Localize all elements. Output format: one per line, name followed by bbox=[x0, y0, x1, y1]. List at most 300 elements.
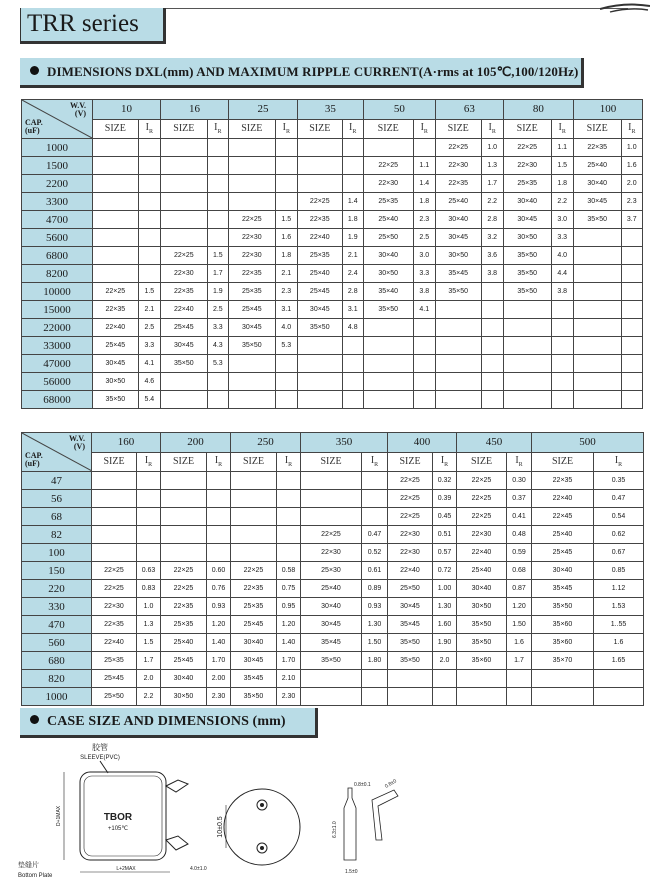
wv-label: W.V. (V) bbox=[70, 101, 87, 118]
ripple-cell bbox=[207, 139, 228, 157]
capacitance-cell: 10000 bbox=[22, 283, 93, 301]
size-cell: 22×35 bbox=[93, 301, 139, 319]
ripple-cell: 1.0 bbox=[481, 139, 503, 157]
size-cell bbox=[503, 337, 551, 355]
size-cell bbox=[573, 337, 621, 355]
ripple-cell bbox=[138, 193, 160, 211]
size-cell: 35×50 bbox=[231, 688, 277, 706]
size-cell: 30×45 bbox=[573, 193, 621, 211]
brand-swoosh-icon bbox=[600, 2, 650, 14]
size-cell: 30×40 bbox=[573, 175, 621, 193]
ripple-cell: 2.5 bbox=[207, 301, 228, 319]
lead-pin-side bbox=[372, 790, 398, 840]
size-cell bbox=[92, 526, 137, 544]
ripple-cell: 3.1 bbox=[275, 301, 297, 319]
size-cell: 22×25 bbox=[457, 508, 507, 526]
size-cell: 30×45 bbox=[503, 211, 551, 229]
table-row bbox=[22, 544, 644, 562]
voltage-header: 500 bbox=[532, 433, 644, 453]
lead-terminals bbox=[166, 780, 188, 850]
size-cell bbox=[160, 157, 207, 175]
ripple-cell: 2.5 bbox=[413, 229, 435, 247]
size-cell: 30×40 bbox=[435, 211, 481, 229]
size-cell: 22×25 bbox=[160, 247, 207, 265]
ripple-column-header: $I_R$ bbox=[138, 119, 160, 139]
size-cell: 30×50 bbox=[457, 598, 507, 616]
size-cell bbox=[228, 355, 275, 373]
size-cell: 35×50 bbox=[388, 634, 433, 652]
ripple-cell bbox=[138, 229, 160, 247]
size-cell bbox=[228, 373, 275, 391]
size-cell: 25×50 bbox=[363, 229, 413, 247]
ripple-cell: 0.45 bbox=[433, 508, 457, 526]
table-row bbox=[22, 490, 644, 508]
size-cell: 22×25 bbox=[435, 139, 481, 157]
ripple-cell: 1.3 bbox=[137, 616, 161, 634]
table-row bbox=[22, 193, 643, 211]
ripple-cell bbox=[207, 229, 228, 247]
voltage-header: 16 bbox=[160, 100, 228, 120]
ripple-column-header: $I_R$ bbox=[207, 119, 228, 139]
size-cell bbox=[93, 175, 139, 193]
size-cell bbox=[388, 688, 433, 706]
size-cell: 30×45 bbox=[93, 355, 139, 373]
table-row bbox=[22, 652, 644, 670]
size-cell: 35×45 bbox=[435, 265, 481, 283]
size-cell bbox=[93, 139, 139, 157]
ripple-cell: 0.83 bbox=[137, 580, 161, 598]
ripple-cell: 0.47 bbox=[594, 490, 644, 508]
table-row bbox=[22, 580, 644, 598]
size-cell: 30×40 bbox=[301, 598, 362, 616]
table-body bbox=[22, 472, 644, 706]
ripple-cell: 2.5 bbox=[138, 319, 160, 337]
table-row bbox=[22, 211, 643, 229]
ripple-cell: 1.3 bbox=[481, 157, 503, 175]
size-cell bbox=[93, 157, 139, 175]
voltage-header: 80 bbox=[503, 100, 573, 120]
size-cell bbox=[228, 175, 275, 193]
ripple-cell: 1.8 bbox=[413, 193, 435, 211]
ripple-cell: 2.3 bbox=[621, 193, 642, 211]
ripple-cell: 1.80 bbox=[362, 652, 388, 670]
ripple-current-table-high-voltage bbox=[21, 432, 644, 706]
size-cell bbox=[363, 319, 413, 337]
size-cell: 30×50 bbox=[161, 688, 207, 706]
ripple-cell bbox=[621, 391, 642, 409]
size-cell: 30×50 bbox=[503, 229, 551, 247]
size-cell: 22×25 bbox=[388, 490, 433, 508]
size-cell: 30×40 bbox=[161, 670, 207, 688]
size-cell: 30×45 bbox=[301, 616, 362, 634]
ripple-cell: 3.8 bbox=[413, 283, 435, 301]
size-cell: 25×45 bbox=[228, 301, 275, 319]
header-corner bbox=[22, 100, 93, 139]
size-cell: 35×45 bbox=[532, 580, 594, 598]
size-cell bbox=[457, 688, 507, 706]
ripple-cell bbox=[207, 526, 231, 544]
size-cell: 22×40 bbox=[457, 544, 507, 562]
table-row bbox=[22, 670, 644, 688]
size-cell bbox=[363, 337, 413, 355]
size-cell: 35×50 bbox=[363, 301, 413, 319]
cap-label: CAP. (uF) bbox=[25, 451, 43, 468]
size-cell bbox=[160, 175, 207, 193]
size-cell: 22×30 bbox=[92, 598, 137, 616]
size-cell: 22×30 bbox=[388, 544, 433, 562]
size-cell bbox=[92, 490, 137, 508]
ripple-cell: 5.3 bbox=[275, 337, 297, 355]
ripple-cell bbox=[551, 391, 573, 409]
section-heading-text: CASE SIZE AND DIMENSIONS (mm) bbox=[47, 714, 286, 729]
ripple-cell bbox=[481, 373, 503, 391]
ripple-cell bbox=[138, 265, 160, 283]
size-cell bbox=[93, 229, 139, 247]
ripple-cell: 1.40 bbox=[277, 634, 301, 652]
size-cell bbox=[160, 211, 207, 229]
ripple-cell: 1.65 bbox=[594, 652, 644, 670]
voltage-header-row bbox=[22, 100, 643, 120]
ripple-cell: 1.5 bbox=[551, 157, 573, 175]
size-cell bbox=[231, 490, 277, 508]
ripple-cell bbox=[275, 373, 297, 391]
ripple-cell: 0.93 bbox=[362, 598, 388, 616]
size-cell bbox=[297, 139, 342, 157]
size-cell bbox=[573, 373, 621, 391]
size-cell bbox=[92, 472, 137, 490]
ripple-column-header: $I_R$ bbox=[275, 119, 297, 139]
capacitance-cell: 47 bbox=[22, 472, 92, 490]
voltage-header: 25 bbox=[228, 100, 297, 120]
ripple-cell: 1.60 bbox=[433, 616, 457, 634]
ripple-cell bbox=[551, 337, 573, 355]
size-cell: 22×30 bbox=[503, 157, 551, 175]
table-row bbox=[22, 355, 643, 373]
capacitance-cell: 4700 bbox=[22, 211, 93, 229]
bottom-plate-label-cn: 垫缝片 bbox=[18, 862, 39, 869]
size-cell bbox=[573, 283, 621, 301]
size-column-header: SIZE bbox=[92, 452, 137, 472]
size-cell: 22×35 bbox=[231, 580, 277, 598]
ripple-cell bbox=[594, 670, 644, 688]
size-cell: 35×50 bbox=[573, 211, 621, 229]
size-cell bbox=[573, 355, 621, 373]
size-cell: 22×30 bbox=[301, 544, 362, 562]
size-column-header: SIZE bbox=[161, 452, 207, 472]
size-cell: 25×35 bbox=[363, 193, 413, 211]
ripple-cell: 3.8 bbox=[551, 283, 573, 301]
size-cell: 35×45 bbox=[388, 616, 433, 634]
ripple-cell: 1.50 bbox=[362, 634, 388, 652]
size-cell: 35×50 bbox=[301, 652, 362, 670]
size-cell bbox=[435, 337, 481, 355]
size-cell: 22×25 bbox=[388, 508, 433, 526]
size-cell: 22×35 bbox=[228, 265, 275, 283]
size-column-header: SIZE bbox=[457, 452, 507, 472]
ripple-cell: 2.1 bbox=[342, 247, 363, 265]
size-cell: 25×45 bbox=[297, 283, 342, 301]
size-cell: 25×40 bbox=[363, 211, 413, 229]
size-cell: 35×40 bbox=[363, 283, 413, 301]
size-cell: 30×40 bbox=[457, 580, 507, 598]
size-cell: 22×25 bbox=[457, 490, 507, 508]
ripple-cell: 1.5 bbox=[207, 247, 228, 265]
size-cell bbox=[228, 193, 275, 211]
size-cell: 25×35 bbox=[228, 283, 275, 301]
ripple-cell: 0.54 bbox=[594, 508, 644, 526]
ripple-column-header: $I_R$ bbox=[362, 452, 388, 472]
capacitance-cell: 33000 bbox=[22, 337, 93, 355]
ripple-cell bbox=[481, 337, 503, 355]
ripple-cell: 0.52 bbox=[362, 544, 388, 562]
size-cell: 25×40 bbox=[435, 193, 481, 211]
size-cell: 22×35 bbox=[161, 598, 207, 616]
capacitance-cell: 330 bbox=[22, 598, 92, 616]
size-column-header: SIZE bbox=[363, 119, 413, 139]
ripple-cell: 2.3 bbox=[413, 211, 435, 229]
size-cell bbox=[93, 265, 139, 283]
ripple-current-table-low-voltage bbox=[21, 99, 643, 409]
ripple-cell: 4.0 bbox=[551, 247, 573, 265]
table-row bbox=[22, 175, 643, 193]
ripple-cell: 4.8 bbox=[342, 319, 363, 337]
ripple-cell: 2.0 bbox=[621, 175, 642, 193]
ripple-cell bbox=[621, 373, 642, 391]
ripple-cell: 3.1 bbox=[342, 301, 363, 319]
size-cell bbox=[92, 544, 137, 562]
size-cell: 35×60 bbox=[532, 634, 594, 652]
size-cell bbox=[297, 157, 342, 175]
voltage-header: 63 bbox=[435, 100, 503, 120]
wv-label: W.V. (V) bbox=[68, 434, 85, 451]
table-row bbox=[22, 157, 643, 175]
size-cell bbox=[532, 688, 594, 706]
table-row bbox=[22, 616, 644, 634]
size-cell bbox=[228, 157, 275, 175]
size-cell: 22×25 bbox=[297, 193, 342, 211]
ripple-cell: 1.6 bbox=[275, 229, 297, 247]
table-row bbox=[22, 472, 644, 490]
ripple-cell: 0.35 bbox=[594, 472, 644, 490]
voltage-header: 400 bbox=[388, 433, 457, 453]
ripple-column-header: $I_R$ bbox=[277, 452, 301, 472]
ripple-cell bbox=[207, 373, 228, 391]
size-cell: 30×45 bbox=[231, 652, 277, 670]
ripple-cell bbox=[551, 373, 573, 391]
size-cell bbox=[231, 508, 277, 526]
ripple-cell: 0.32 bbox=[433, 472, 457, 490]
ripple-cell bbox=[277, 490, 301, 508]
size-cell: 22×25 bbox=[93, 283, 139, 301]
ripple-cell bbox=[413, 139, 435, 157]
ripple-cell: 2.1 bbox=[275, 265, 297, 283]
size-cell: 30×50 bbox=[363, 265, 413, 283]
size-column-header: SIZE bbox=[573, 119, 621, 139]
size-cell: 30×40 bbox=[363, 247, 413, 265]
page-title: TRR series bbox=[20, 8, 166, 44]
size-cell bbox=[435, 355, 481, 373]
ripple-cell bbox=[138, 175, 160, 193]
size-cell: 35×50 bbox=[228, 337, 275, 355]
case-dimension-drawing bbox=[0, 740, 650, 886]
ripple-cell: 1.40 bbox=[207, 634, 231, 652]
ripple-cell: 1.30 bbox=[433, 598, 457, 616]
capacitance-cell: 56 bbox=[22, 490, 92, 508]
ripple-cell: 0.39 bbox=[433, 490, 457, 508]
ripple-cell bbox=[137, 472, 161, 490]
ripple-cell bbox=[277, 526, 301, 544]
ripple-cell: 0.51 bbox=[433, 526, 457, 544]
ripple-cell bbox=[621, 283, 642, 301]
ripple-cell: 3.8 bbox=[481, 265, 503, 283]
ripple-cell: 0.48 bbox=[507, 526, 532, 544]
size-cell bbox=[161, 490, 207, 508]
size-cell: 22×40 bbox=[297, 229, 342, 247]
ripple-cell bbox=[507, 670, 532, 688]
size-cell: 22×30 bbox=[457, 526, 507, 544]
size-cell: 25×45 bbox=[160, 319, 207, 337]
ripple-cell: 1.70 bbox=[277, 652, 301, 670]
size-header-row bbox=[22, 119, 643, 139]
ripple-cell bbox=[481, 319, 503, 337]
ripple-cell: 0.76 bbox=[207, 580, 231, 598]
size-cell bbox=[503, 391, 551, 409]
size-cell: 22×25 bbox=[457, 472, 507, 490]
size-cell: 22×30 bbox=[363, 175, 413, 193]
ripple-cell bbox=[413, 337, 435, 355]
ripple-cell: 0.89 bbox=[362, 580, 388, 598]
capacitance-cell: 220 bbox=[22, 580, 92, 598]
table-row bbox=[22, 526, 644, 544]
ripple-cell bbox=[342, 157, 363, 175]
capacitance-cell: 3300 bbox=[22, 193, 93, 211]
size-cell: 35×50 bbox=[503, 265, 551, 283]
ripple-cell: 1.1 bbox=[551, 139, 573, 157]
ripple-cell: 3.6 bbox=[481, 247, 503, 265]
size-column-header: SIZE bbox=[93, 119, 139, 139]
size-cell: 25×40 bbox=[301, 580, 362, 598]
size-cell bbox=[297, 373, 342, 391]
ripple-cell: 0.61 bbox=[362, 562, 388, 580]
ripple-cell: 2.30 bbox=[207, 688, 231, 706]
bottom-plate-label: Bottom Plate bbox=[18, 873, 53, 879]
ripple-cell: 4.3 bbox=[207, 337, 228, 355]
ripple-cell: 0.60 bbox=[207, 562, 231, 580]
ripple-cell bbox=[481, 301, 503, 319]
ripple-cell bbox=[433, 670, 457, 688]
ripple-cell: 1.0 bbox=[137, 598, 161, 616]
size-cell bbox=[160, 391, 207, 409]
ripple-column-header: $I_R$ bbox=[207, 452, 231, 472]
ripple-cell: 1.8 bbox=[342, 211, 363, 229]
header-corner bbox=[22, 433, 92, 472]
ripple-cell: 1.12 bbox=[594, 580, 644, 598]
ripple-cell bbox=[137, 544, 161, 562]
size-cell: 22×25 bbox=[301, 526, 362, 544]
size-cell: 22×35 bbox=[297, 211, 342, 229]
voltage-header-row bbox=[22, 433, 644, 453]
size-cell: 22×35 bbox=[532, 472, 594, 490]
ripple-cell bbox=[138, 211, 160, 229]
size-cell: 25×40 bbox=[457, 562, 507, 580]
table-row bbox=[22, 265, 643, 283]
ripple-cell bbox=[594, 688, 644, 706]
size-cell: 22×35 bbox=[160, 283, 207, 301]
ripple-cell bbox=[413, 319, 435, 337]
size-cell: 30×40 bbox=[532, 562, 594, 580]
size-cell: 30×50 bbox=[93, 373, 139, 391]
ripple-cell: 0.41 bbox=[507, 508, 532, 526]
ripple-cell: 1.9 bbox=[207, 283, 228, 301]
size-cell: 22×25 bbox=[161, 580, 207, 598]
ripple-cell bbox=[362, 670, 388, 688]
size-cell: 22×30 bbox=[228, 247, 275, 265]
ripple-cell bbox=[621, 337, 642, 355]
ripple-cell: 0.72 bbox=[433, 562, 457, 580]
ripple-cell: 1.50 bbox=[507, 616, 532, 634]
size-cell bbox=[388, 670, 433, 688]
ripple-cell: 2.0 bbox=[433, 652, 457, 670]
voltage-header: 250 bbox=[231, 433, 301, 453]
ripple-cell bbox=[275, 193, 297, 211]
ripple-cell: 1.0 bbox=[621, 139, 642, 157]
size-cell: 35×45 bbox=[231, 670, 277, 688]
ripple-column-header: $I_R$ bbox=[507, 452, 532, 472]
capacitance-cell: 820 bbox=[22, 670, 92, 688]
size-cell: 22×40 bbox=[92, 634, 137, 652]
ripple-cell bbox=[551, 301, 573, 319]
ripple-cell: 3.7 bbox=[621, 211, 642, 229]
size-cell: 30×40 bbox=[231, 634, 277, 652]
size-cell: 25×40 bbox=[532, 526, 594, 544]
size-cell bbox=[228, 139, 275, 157]
size-cell: 35×70 bbox=[532, 652, 594, 670]
ripple-cell: 1.6 bbox=[507, 634, 532, 652]
length-label: L+2MAX bbox=[116, 866, 136, 872]
ripple-cell bbox=[342, 391, 363, 409]
size-cell bbox=[297, 337, 342, 355]
capacitance-cell: 1000 bbox=[22, 688, 92, 706]
ripple-cell: 0.37 bbox=[507, 490, 532, 508]
capacitance-cell: 1500 bbox=[22, 157, 93, 175]
ripple-cell: 3.3 bbox=[551, 229, 573, 247]
ripple-cell: 2.4 bbox=[342, 265, 363, 283]
size-cell: 25×35 bbox=[92, 652, 137, 670]
size-cell: 22×35 bbox=[92, 616, 137, 634]
size-cell bbox=[231, 544, 277, 562]
capacitance-cell: 82 bbox=[22, 526, 92, 544]
size-cell: 35×50 bbox=[532, 598, 594, 616]
capacitance-cell: 47000 bbox=[22, 355, 93, 373]
voltage-header: 50 bbox=[363, 100, 435, 120]
table-row bbox=[22, 229, 643, 247]
size-cell: 22×35 bbox=[573, 139, 621, 157]
ripple-cell: 5.4 bbox=[138, 391, 160, 409]
size-cell: 30×45 bbox=[388, 598, 433, 616]
capacitance-cell: 150 bbox=[22, 562, 92, 580]
table-row bbox=[22, 391, 643, 409]
ripple-cell bbox=[275, 139, 297, 157]
size-cell bbox=[363, 391, 413, 409]
size-cell: 35×50 bbox=[457, 616, 507, 634]
ripple-cell: 1.7 bbox=[207, 265, 228, 283]
size-cell: 25×40 bbox=[573, 157, 621, 175]
ripple-column-header: $I_R$ bbox=[433, 452, 457, 472]
ripple-cell: 2.00 bbox=[207, 670, 231, 688]
ripple-cell bbox=[362, 490, 388, 508]
size-cell: 30×45 bbox=[297, 301, 342, 319]
ripple-cell bbox=[275, 391, 297, 409]
